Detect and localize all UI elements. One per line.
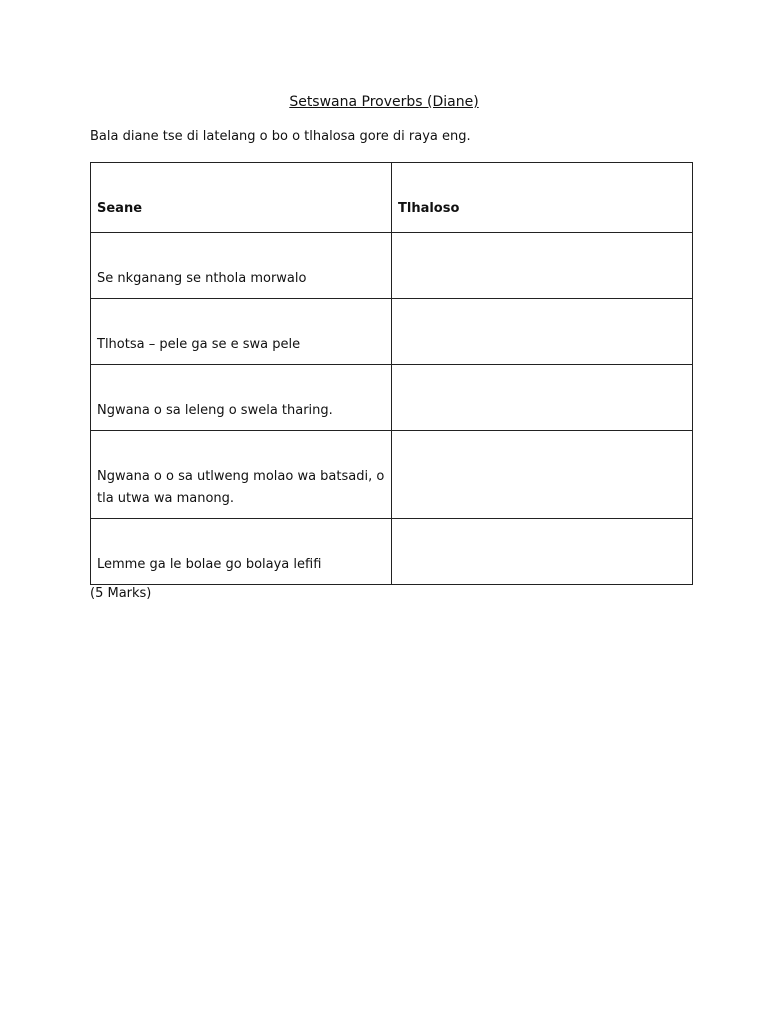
marks-label: (5 Marks)	[90, 586, 152, 601]
meaning-cell[interactable]	[392, 299, 693, 365]
table-row	[91, 431, 693, 519]
proverb-cell: Se nkganang se nthola morwalo	[91, 233, 392, 299]
table-row	[91, 233, 693, 299]
proverb-cell: Ngwana o sa leleng o swela tharing.	[91, 365, 392, 431]
proverb-cell: Ngwana o o sa utlweng molao wa batsadi, o tla utwa wa manong.	[91, 431, 392, 519]
column-header-tlhaloso: Tlhaloso	[392, 163, 693, 233]
table-header-row	[91, 163, 693, 233]
proverb-cell: Lemme ga le bolae go bolaya lefifi	[91, 519, 392, 585]
meaning-cell[interactable]	[392, 233, 693, 299]
meaning-cell[interactable]	[392, 365, 693, 431]
table-row	[91, 365, 693, 431]
proverb-cell: Tlhotsa – pele ga se e swa pele	[91, 299, 392, 365]
table-row	[91, 519, 693, 585]
meaning-cell[interactable]	[392, 431, 693, 519]
meaning-cell[interactable]	[392, 519, 693, 585]
page-title: Setswana Proverbs (Diane)	[289, 94, 479, 110]
proverbs-table	[90, 162, 693, 585]
instruction-text: Bala diane tse di latelang o bo o tlhalosa gore di raya eng.	[90, 129, 471, 144]
column-header-seane: Seane	[91, 163, 392, 233]
table-row	[91, 299, 693, 365]
